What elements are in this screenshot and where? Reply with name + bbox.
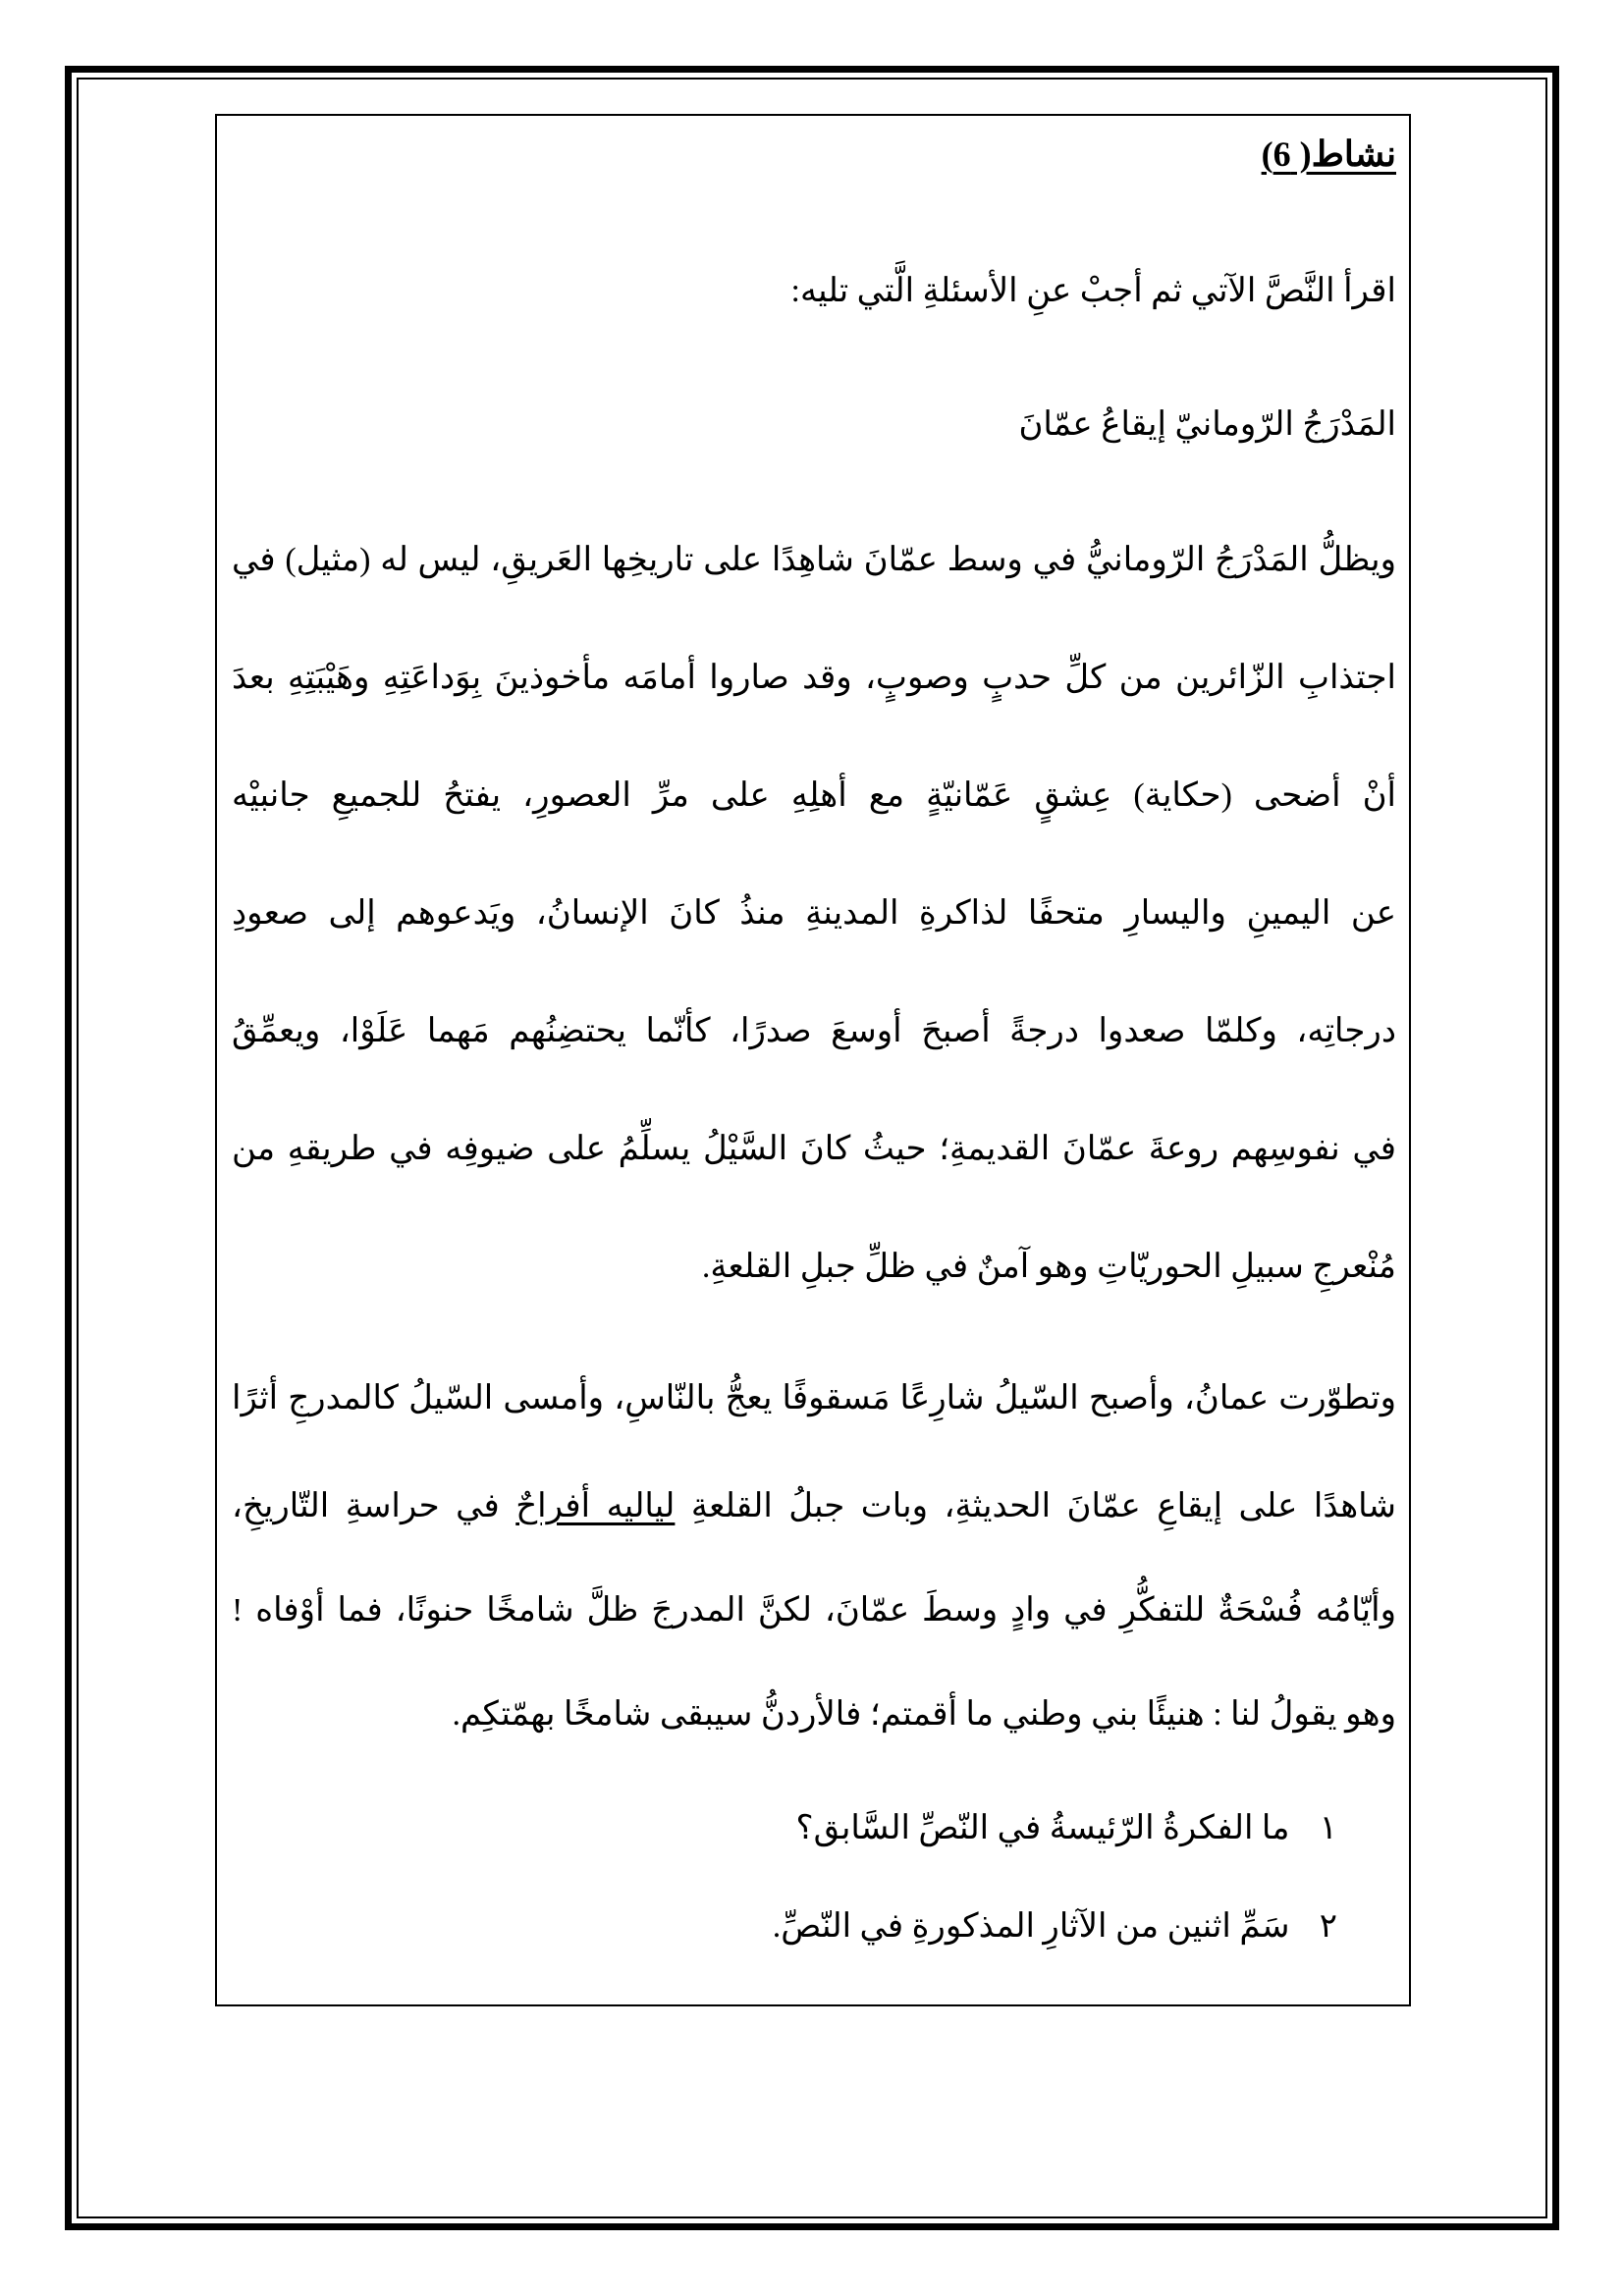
paragraph2-line1: وتطوّرت عمانُ، وأصبح السّيلُ شارِعًا مَسقوفًا يعجُّ بالنّاسِ، وأمسى السّيلُ كالمدرجِ أثرًا [232,1380,1396,1416]
question-1 [796,1812,1337,1845]
question-2 [773,1910,1337,1944]
paragraph1-line2: اجتذابِ الزّائرين من كلِّ حدبٍ وصوبٍ، وقد صاروا أمامَه مأخوذينَ بِوَداعَتِهِ وهَيْبَتِهِ بعدَ [232,660,1396,696]
question-text: سَمِّ اثنين من الآثارِ المذكورةِ في النّصِّ. [772,1908,1290,1945]
underlined-phrase: لياليه أفراحٌ [515,1488,676,1524]
passage-title: المَدْرَجُ الرّومانيّ إيقاعُ عمّانَ [1018,406,1396,443]
paragraph1-line6: في نفوسِهم روعةَ عمّانَ القديمةِ؛ حيثُ كانَ السَّيْلُ يسلِّمُ على ضيوفِه في طريقهِ من [232,1131,1396,1167]
paragraph1-line4: عن اليمينِ واليسارِ متحفًا لذاكرةِ المدينةِ منذُ كانَ الإنسانُ، ويَدعوهم إلى صعودِ [232,895,1396,932]
question-text: ما الفكرةُ الرّئيسةُ في النّصِّ السَّابق؟ [795,1810,1290,1846]
paragraph2-line2: شاهدًا على إيقاعِ عمّانَ الحديثةِ، وبات جبلُ القلعةِ لياليه أفراحٌ في حراسةِ التّاريخِ، [232,1488,1396,1524]
instruction: اقرأ النَّصَّ الآتي ثم أجبْ عنِ الأسئلةِ الَّتي تليه: [790,273,1396,309]
paragraph1-line3: أنْ أضحى (حكاية) عِشقٍ عَمّانيّةٍ مع أهلِهِ على مرِّ العصورِ، يفتحُ للجميعِ جانبيْه [232,777,1396,814]
paragraph2-line3: وأيّامُه فُسْحَةٌ للتفكُّرِ في وادٍ وسطَ عمّانَ، لكنَّ المدرجَ ظلَّ شامخًا حنونًا، فما أوْفاه ! [232,1592,1396,1629]
question-number: ٢ [1319,1908,1337,1945]
question-number: ١ [1319,1810,1337,1846]
paragraph1-line1: ويظلُّ المَدْرَجُ الرّومانيُّ في وسط عمّانَ شاهِدًا على تاريخِها العَريقِ، ليس له (مثيل) في [232,542,1396,578]
activity-title: نشاط( 6) [1261,134,1396,174]
paragraph1-line7: مُنْعرجِ سبيلِ الحوريّاتِ وهو آمنٌ في ظلِّ جبلِ القلعةِ. [701,1249,1396,1285]
paragraph2-line4: وهو يقولُ لنا : هنيئًا بني وطني ما أقمتم؛ فالأردنُّ سيبقى شامخًا بهمّتكِم. [452,1696,1396,1733]
paragraph1-line5: درجاتِه، وكلمّا صعدوا درجةً أصبحَ أوسعَ صدرًا، كأنّما يحتضِنُهم مَهما عَلَوْا، ويعمِّقُ [232,1013,1396,1049]
